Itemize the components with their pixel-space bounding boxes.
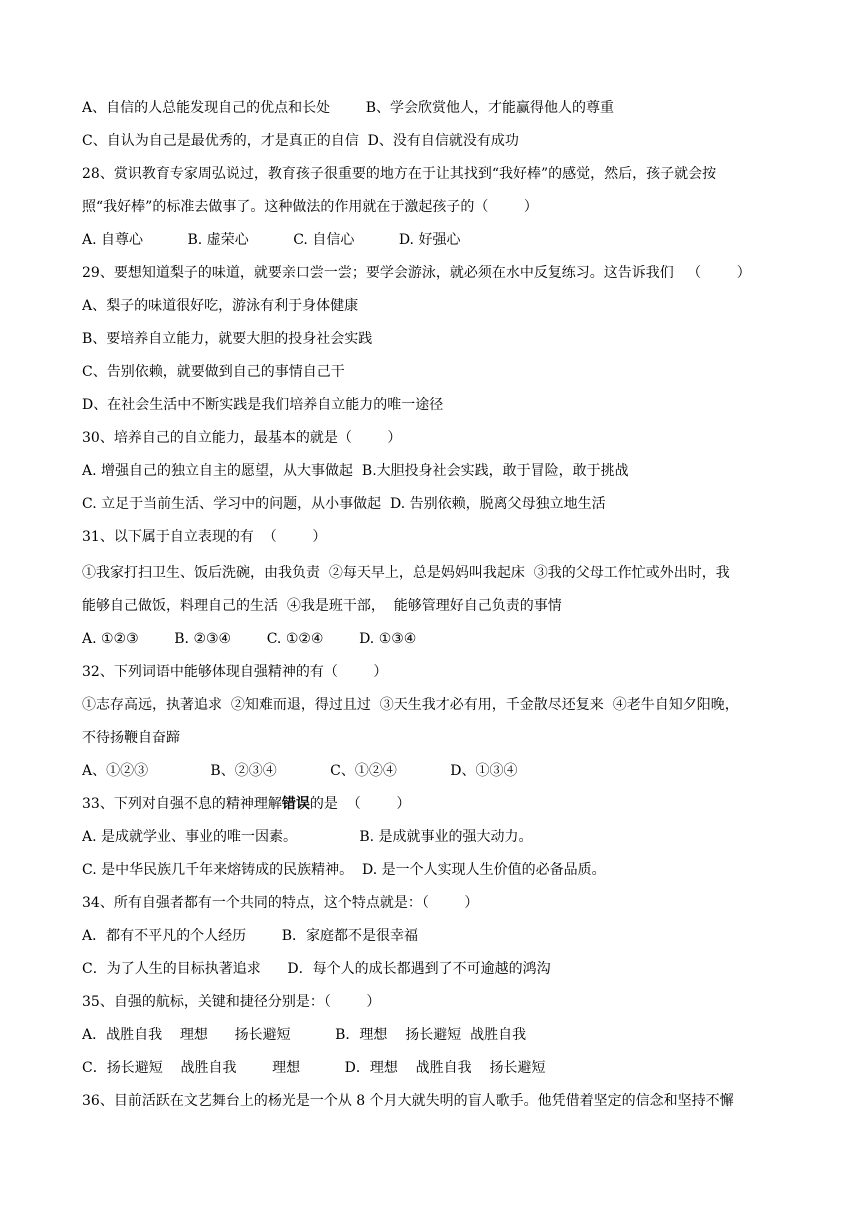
text-line: 照“我好棒”的标准去做事了。这种做法的作用就在于激起孩子的（ ） — [82, 199, 538, 215]
text-line: 能够自己做饭，料理自己的生活 ④我是班干部， 能够管理好自己负责的事情 — [82, 598, 562, 614]
question-32-options: A、①②③ B、②③④ C、①②④ D、①③④ — [82, 763, 518, 779]
question-35-text: 35、自强的航标，关键和捷径分别是：（ ） — [82, 994, 381, 1010]
option-b: B、要培养自立能力，就要大胆的投身社会实践 — [82, 331, 373, 347]
question-31-text: 31、以下属于自立表现的有 （ ） — [82, 529, 327, 545]
emphasis-wrong: 错误 — [281, 796, 310, 812]
question-32-statements: ①志存高远，执著追求 ②知难而退，得过且过 ③天生我才必有用，千金散尽还复来 ④老牛自知夕阳晚， — [82, 697, 739, 713]
question-33-options-ab: A. 是成就学业、事业的唯一因素。 B. 是成就事业的强大动力。 — [82, 829, 533, 845]
question-35-options-ab: A．战胜自我 理想 扬长避短 B．理想 扬长避短 战胜自我 — [82, 1027, 527, 1043]
question-34-options-ab: A．都有不平凡的个人经历 B．家庭都不是很幸福 — [82, 928, 418, 944]
question-33-text-post: 的是 （ ） — [309, 796, 411, 812]
question-33-text-pre: 33、下列对自强不息的精神理解 — [82, 796, 282, 812]
question-33-options-cd: C. 是中华民族几千年来熔铸成的民族精神。 D. 是一个人实现人生价值的必备品质。 — [82, 862, 606, 878]
question-31-options: A. ①②③ B. ②③④ C. ①②④ D. ①③④ — [82, 631, 417, 647]
option-d: D、在社会生活中不断实践是我们培养自立能力的唯一途径 — [82, 397, 444, 413]
question-34-options-cd: C．为了人生的目标执著追求 D．每个人的成长都遇到了不可逾越的鸿沟 — [82, 961, 551, 977]
question-28-options: A. 自尊心 B. 虚荣心 C. 自信心 D. 好强心 — [82, 232, 461, 248]
option-c: C、告别依赖，就要做到自己的事情自己干 — [82, 364, 345, 380]
question-28-text: 28、赏识教育专家周弘说过，教育孩子很重要的地方在于让其找到“我好棒”的感觉，然后，孩子就会按 — [82, 166, 717, 182]
question-31-statements: ①我家打扫卫生、饭后洗碗，由我负责 ②每天早上，总是妈妈叫我起床 ③我的父母工作忙或外出时，我 — [82, 565, 730, 581]
text-line: C、自认为自己是最优秀的，才是真正的自信 D、没有自信就没有成功 — [82, 133, 519, 149]
option-a: A、梨子的味道很好吃，游泳有利于身体健康 — [82, 298, 359, 314]
question-35-options-cd: C．扬长避短 战胜自我 理想 D．理想 战胜自我 扬长避短 — [82, 1060, 546, 1076]
text-line: A、自信的人总能发现自己的优点和长处 B、学会欣赏他人，才能赢得他人的尊重 — [82, 100, 614, 116]
question-33-text — [82, 794, 782, 814]
question-30-options-ab: A. 增强自己的独立自主的愿望，从大事做起 B.大胆投身社会实践，敢于冒险，敢于挑战 — [82, 463, 629, 479]
question-34-text: 34、所有自强者都有一个共同的特点，这个特点就是：（ ） — [82, 895, 479, 911]
question-32-text: 32、下列词语中能够体现自强精神的有（ ） — [82, 664, 388, 680]
question-29-text: 29、要想知道梨子的味道，就要亲口尝一尝；要学会游泳，就必须在水中反复练习。这告诉我们 （ ） — [82, 265, 751, 281]
question-30-options-cd: C. 立足于当前生活、学习中的问题，从小事做起 D. 告别依赖，脱离父母独立地生活 — [82, 496, 606, 512]
question-30-text: 30、培养自己的自立能力，最基本的就是（ ） — [82, 430, 402, 446]
question-36-text: 36、目前活跃在文艺舞台上的杨光是一个从 8 个月大就失明的盲人歌手。他凭借着坚定的信念和坚持不懈 — [82, 1093, 734, 1109]
text-line: 不待扬鞭自奋蹄 — [82, 730, 180, 746]
